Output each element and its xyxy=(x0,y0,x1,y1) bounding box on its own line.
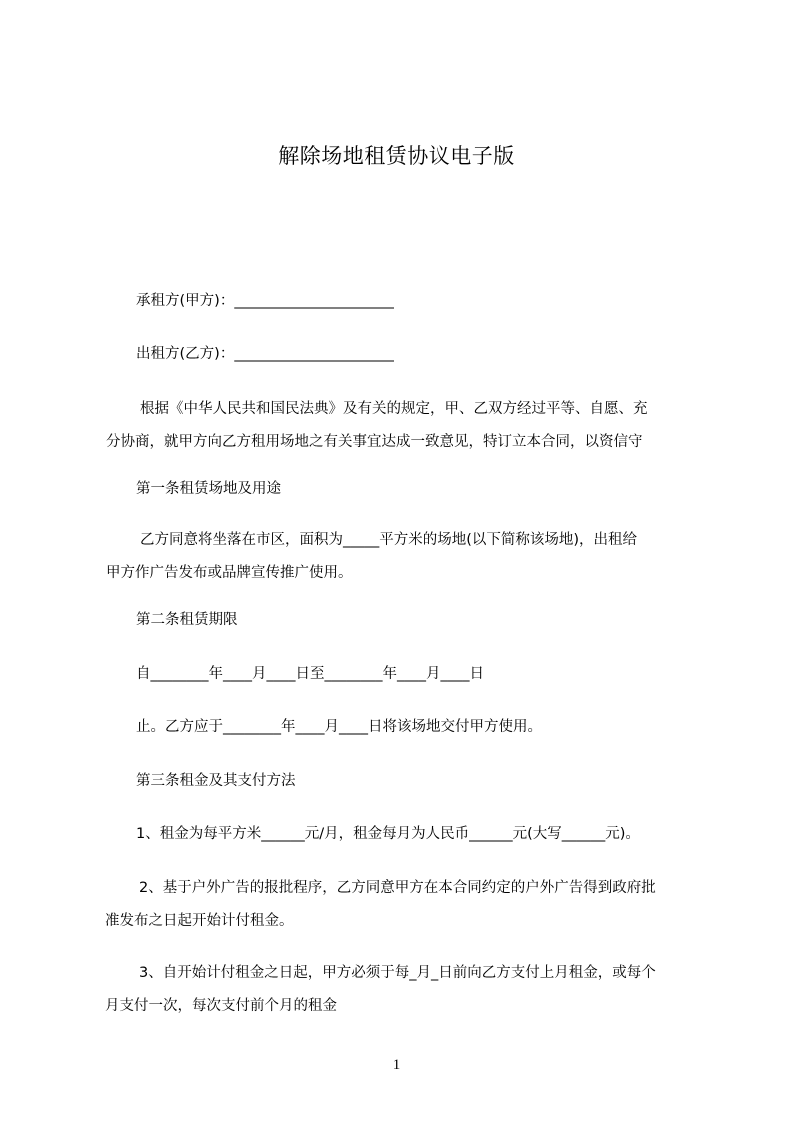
payment-schedule-paragraph xyxy=(105,957,681,1023)
article-3-heading: 第三条租金及其支付方法 xyxy=(136,773,296,789)
article-1-line-2: 甲方作广告发布或品牌宣传推广使用。 xyxy=(106,565,353,581)
lessee-party-line: 承租方(甲方)：______________________ xyxy=(136,293,394,309)
payment-schedule-line-2: 月支付一次，每次支付前个月的租金 xyxy=(105,998,337,1014)
intro-line-2: 分协商，就甲方向乙方租用场地之有关事宜达成一致意见，特订立本合同，以资信守 xyxy=(106,434,643,450)
article-1-heading: 第一条租赁场地及用途 xyxy=(136,481,281,497)
rent-start-line-2: 准发布之日起开始计付租金。 xyxy=(105,913,294,929)
lessor-party-line: 出租方(乙方)：______________________ xyxy=(136,346,394,362)
intro-paragraph xyxy=(106,393,682,459)
lease-period-line: 自________年____月____日至________年____月____日 xyxy=(136,666,484,682)
intro-line-1: 根据《中华人民共和国民法典》及有关的规定，甲、乙双方经过平等、自愿、充 xyxy=(140,401,648,417)
rent-start-line-1: 2、基于户外广告的报批程序，乙方同意甲方在本合同约定的户外广告得到政府批 xyxy=(139,880,656,896)
article-1-paragraph xyxy=(106,524,682,590)
document-title: 解除场地租赁协议电子版 xyxy=(278,144,515,168)
rent-rate-line: 1、租金为每平方米______元/月，租金每月为人民币______元(大写______元)。 xyxy=(136,826,640,842)
delivery-date-line: 止。乙方应于________年____月____日将该场地交付甲方使用。 xyxy=(136,719,542,735)
page-number: 1 xyxy=(392,1057,401,1073)
article-1-line-1: 乙方同意将坐落在市区，面积为_____平方米的场地(以下简称该场地)，出租给 xyxy=(140,532,638,548)
rent-start-paragraph xyxy=(105,872,681,938)
article-2-heading: 第二条租赁期限 xyxy=(136,612,238,628)
payment-schedule-line-1: 3、自开始计付租金之日起，甲方必须于每_月_日前向乙方支付上月租金，或每个 xyxy=(139,965,656,981)
